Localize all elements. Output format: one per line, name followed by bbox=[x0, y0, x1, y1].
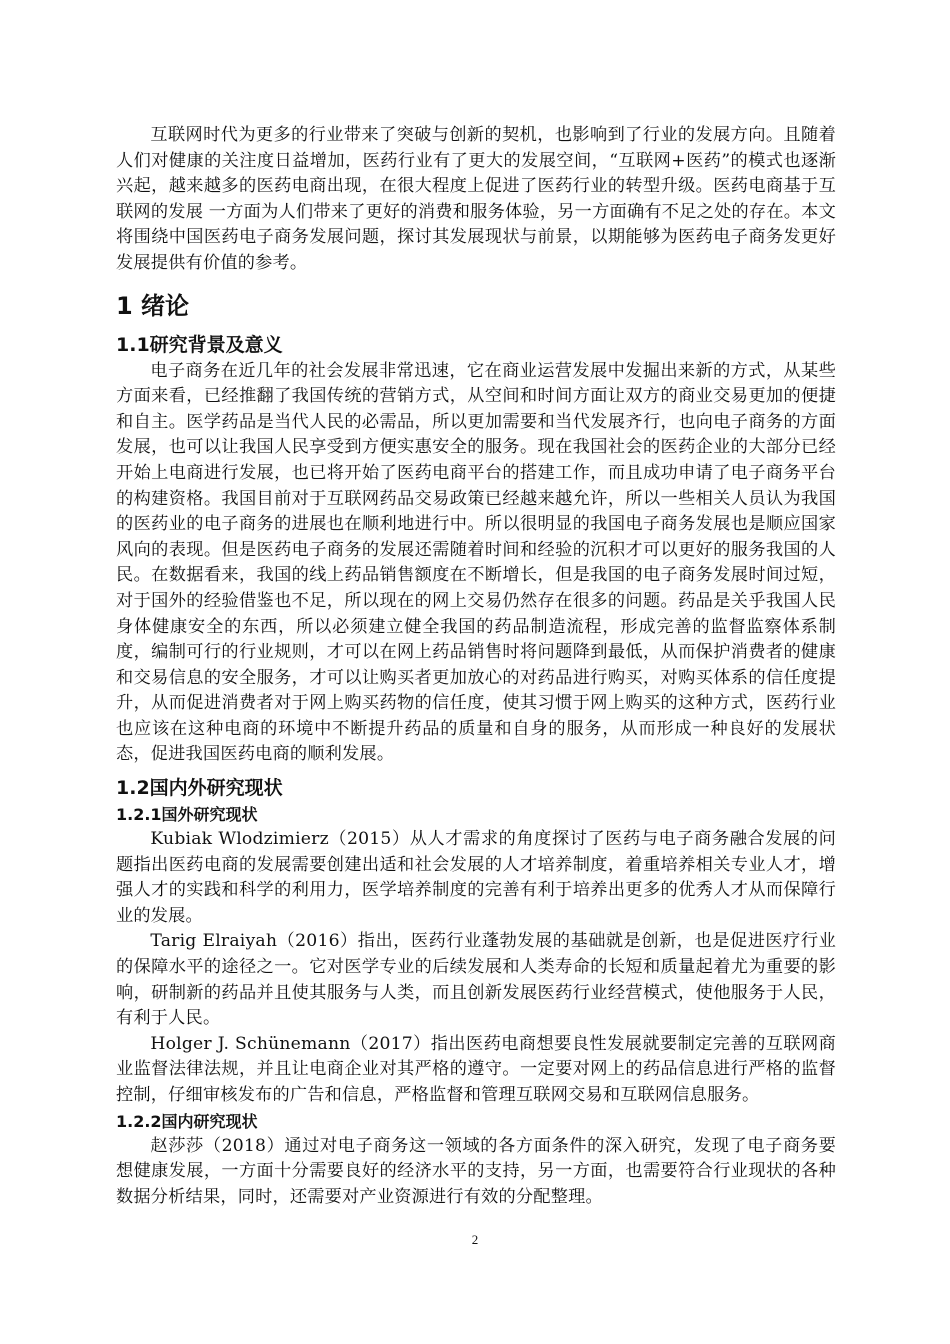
subsection-title-1-2-1: 1.2.1国外研究现状 bbox=[116, 805, 258, 825]
document-page bbox=[116, 123, 836, 1210]
foreign-research-paragraph-1: Kubiak Wlodzimierz（2015）从人才需求的角度探讨了医药与电子商务融合发展的问题指出医药电商的发展需要创建出适和社会发展的人才培养制度，着重培养相关专业人才，增强人才的实践和科学的利用力，医学培养制度的完善有利于培养出更多的优秀人才从而保障行业的发展。 bbox=[116, 829, 836, 926]
intro-paragraph: 互联网时代为更多的行业带来了突破与创新的契机，也影响到了行业的发展方向。且随着人们对健康的关注度日益增加，医药行业有了更大的发展空间，“互联网+医药”的模式也逐渐兴起，越来越多的医药电商出现，在很大程度上促进了医药行业的转型升级。医药电商基于互联网的发展 一方面为人们带来了更好的消费和服务体验，另一方面确有不足之处的存在。本文将围绕中国医药电子商务发展问题，探讨其发展现状与前景，以期能够为医药电子商务发更好发展提供有价值的参考。 bbox=[116, 125, 836, 273]
section-title-1-1: 1.1研究背景及意义 bbox=[116, 333, 283, 356]
page-number: 2 bbox=[471, 1232, 479, 1247]
chapter-title: 1 绪论 bbox=[116, 291, 190, 320]
domestic-research-paragraph-1: 赵莎莎（2018）通过对电子商务这一领域的各方面条件的深入研究，发现了电子商务要想健康发展，一方面十分需要良好的经济水平的支持，另一方面，也需要符合行业现状的各种数据分析结果，同时，还需要对产业资源进行有效的分配整理。 bbox=[116, 1135, 836, 1207]
subsection-title-1-2-2: 1.2.2国内研究现状 bbox=[116, 1111, 258, 1131]
foreign-research-paragraph-3: Holger J. Schünemann（2017）指出医药电商想要良性发展就要制定完善的互联网商业监督法律法规，并且让电商企业对其严格的遵守。一定要对网上的药品信息进行严格的监督控制，仔细审核发布的广告和信息，严格监督和管理互联网交易和互联网信息服务。 bbox=[116, 1033, 836, 1105]
section-title-1-2: 1.2国内外研究现状 bbox=[116, 777, 283, 800]
foreign-research-paragraph-2: Tarig Elraiyah（2016）指出，医药行业蓬勃发展的基础就是创新，也是促进医疗行业的保障水平的途径之一。它对医学专业的后续发展和人类寿命的长短和质量起着尤为重要的影响，研制新的药品并且使其服务与人类，而且创新发展医药行业经营模式，使他服务于人民，有利于人民。 bbox=[116, 931, 836, 1029]
section-1-1-paragraph: 电子商务在近几年的社会发展非常迅速，它在商业运营发展中发掘出来新的方式，从某些方面来看，已经推翻了我国传统的营销方式，从空间和时间方面让双方的商业交易更加的便捷和自主。医学药品是当代人民的必需品，所以更加需要和当代发展齐行，也向电子商务的方面发展，也可以让我国人民享受到方便实惠安全的服务。现在我国社会的医药企业的大部分已经开始上电商进行发展，也已将开始了医药电商平台的搭建工作，而且成功申请了电子商务平台的构建资格。我国目前对于互联网药品交易政策已经越来越允许，所以一些相关人员认为我国的医药业的电子商务的进展也在顺利地进行中。所以很明显的我国电子商务发展也是顺应国家风向的表现。但是医药电子商务的发展还需随着时间和经验的沉积才可以更好的服务我国的人民。在数据看来，我国的线上药品销售额度在不断增长，但是我国的电子商务发展时间过短，对于国外的经验借鉴也不足，所以现在的网上交易仍然存在很多的问题。药品是关乎我国人民身体健康安全的东西，所以必须建立健全我国的药品制造流程，形成完善的监督监察体系制度，编制可行的行业规则，才可以在网上药品销售时将问题降到最低，从而保护消费者的健康和交易信息的安全服务，才可以让购买者更加放心的对药品进行购买，对购买体系的信任度提升，从而促进消费者对于网上购买药物的信任度，使其习惯于网上购买的这种方式，医药行业也应该在这种电商的环境中不断提升药品的质量和自身的服务，从而形成一种良好的发展状态，促进我国医药电商的顺利发展。 bbox=[116, 360, 836, 765]
